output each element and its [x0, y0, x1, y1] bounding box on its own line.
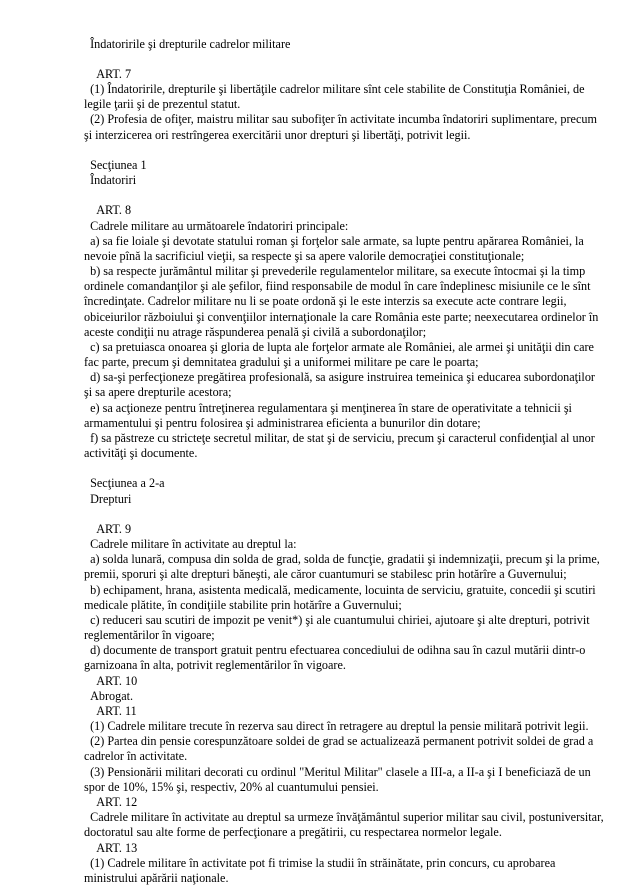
text-line: şi interzicerea ori restrîngerea exercitării unor drepturi şi libertăţi, potrivit legii.: [84, 127, 471, 142]
text-line: ministrului apărării naţionale.: [84, 870, 229, 885]
text-line: Cadrele militare în activitate au dreptul la:: [84, 537, 297, 552]
text-line: medicale plătite, în condiţiile stabilite prin hotărîre a Guvernului;: [84, 597, 402, 612]
text-line: (1) Îndatoririle, drepturile şi libertăţile cadrelor militare sînt cele stabilite de Constituţia României, de: [84, 82, 585, 96]
text-line: f) sa păstreze cu stricteţe secretul militar, de stat şi de serviciu, precum şi caracterul confidenţial al unor: [84, 430, 595, 445]
text-line: nevoie pînă la sacrificiul vieţii, sa respecte şi sa apere valorile democraţiei constituţionale;: [84, 248, 525, 263]
text-line: cadrelor în activitate.: [84, 749, 188, 764]
text-line: c) sa pretuiasca onoarea şi gloria de lupta ale forţelor armate ale României, ale armei şi unităţii din care: [84, 339, 594, 354]
text-line: armamentului şi pentru folosirea şi administrarea eficienta a bunurilor din dotare;: [84, 415, 481, 430]
section-heading: Secţiunea 1: [84, 157, 147, 172]
article-heading: ART. 8: [84, 203, 132, 218]
text-line: b) sa respecte jurământul militar şi prevederile regulamentelor militare, sa execute întocmai şi la timp: [84, 264, 586, 279]
article-heading: ART. 13: [84, 840, 138, 855]
text-line: (2) Profesia de ofiţer, maistru militar sau subofiţer în activitate incumba îndatoriri suplimentare, precum: [84, 112, 597, 127]
text-line: d) documente de transport gratuit pentru efectuarea concediului de odihna sau în cazul mutării dintr-o: [84, 643, 586, 658]
text-line: premii, sporuri şi alte drepturi băneşti, ale căror cuantumuri se stabilesc prin hotărîre a Guvernului;: [84, 567, 567, 582]
text-line: d) sa-şi perfecţioneze pregătirea profesională, sa asigure instruirea temeinica şi educarea subordonaţilor: [84, 370, 595, 385]
article-heading: ART. 7: [84, 66, 132, 81]
text-line: e) sa acţioneze pentru întreţinerea regulamentara şi menţinerea în stare de operativitate a tehnicii şi: [84, 400, 572, 415]
text-line: ordinele comandanţilor şi ale şefilor, fiind responsabile de modul în care îndeplinesc misiunile ce le sînt: [84, 279, 591, 294]
text-line: garnizoana în alta, potrivit reglementărilor în vigoare.: [84, 658, 346, 673]
text-line: încredinţate. Cadrelor militare nu li se poate ordonă şi le este interzis sa execute acte contrare legii,: [84, 294, 567, 309]
text-line: Cadrele militare au următoarele îndatoriri principale:: [84, 218, 349, 233]
text-line: legile ţarii şi de prezentul statut.: [84, 97, 241, 112]
text-line: c) reduceri sau scutiri de impozit pe venit*) şi ale cuantumului chiriei, ajutoare şi alte drepturi, potrivit: [84, 612, 590, 627]
text-line: fac parte, precum şi demnitatea gradului şi a uniformei militare pe care le poarta;: [84, 355, 479, 370]
text-line: obiceiurilor războiului şi convenţiilor internaţionale la care România este parte; neexecutarea ordinelor în: [84, 309, 599, 324]
text-line: Cadrele militare în activitate au dreptul sa urmeze învăţământul superior militar sau civil, postuniversitar,: [84, 810, 604, 825]
text-line: a) sa fie loiale şi devotate statului roman şi forţelor sale armate, sa lupte pentru apărarea României, la: [84, 233, 584, 248]
text-line: reglementărilor în vigoare;: [84, 628, 215, 643]
text-line: (2) Partea din pensie corespunzătoare soldei de grad se actualizează permanent potrivit soldei de grad a: [84, 734, 594, 749]
text-line: a) solda lunară, compusa din solda de grad, solda de funcţie, gradatii şi indemnizaţii, precum şi la prime,: [84, 552, 600, 567]
text-line: b) echipament, hrana, asistenta medicală, medicamente, locuinta de serviciu, gratuite, concedii şi scutiri: [84, 582, 596, 597]
text-line: activităţi şi documente.: [84, 446, 198, 461]
text-line: Abrogat.: [84, 688, 134, 703]
article-heading: ART. 9: [84, 521, 132, 536]
chapter-title: Îndatoririle şi drepturile cadrelor militare: [84, 36, 291, 51]
text-line: (1) Cadrele militare trecute în rezerva sau direct în retragere au dreptul la pensie militară potrivit legii.: [84, 719, 589, 734]
article-heading: ART. 11: [84, 703, 137, 718]
text-line: doctoratul sau alte forme de perfecţionare a pregătirii, cu respectarea normelor legale.: [84, 825, 502, 840]
text-line: şi sa apere drepturile acestora;: [84, 385, 232, 400]
article-heading: ART. 12: [84, 795, 138, 809]
text-line: aceste condiţii nu atrage răspunderea penală şi civilă a subordonaţilor;: [84, 324, 427, 339]
text-line: (3) Pensionării militari decorati cu ordinul "Meritul Militar" clasele a III-a, a II-a şi I beneficiază de un: [84, 764, 591, 779]
article-heading: ART. 10: [84, 673, 138, 688]
text-line: Drepturi: [84, 491, 132, 506]
text-line: Îndatoriri: [84, 173, 137, 188]
section-heading: Secţiunea a 2-a: [84, 476, 165, 491]
text-line: (1) Cadrele militare în activitate pot fi trimise la studii în străinătate, prin concurs, cu aprobarea: [84, 855, 556, 870]
text-line: spor de 10%, 15% şi, respectiv, 20% al cuantumului pensiei.: [84, 779, 379, 794]
